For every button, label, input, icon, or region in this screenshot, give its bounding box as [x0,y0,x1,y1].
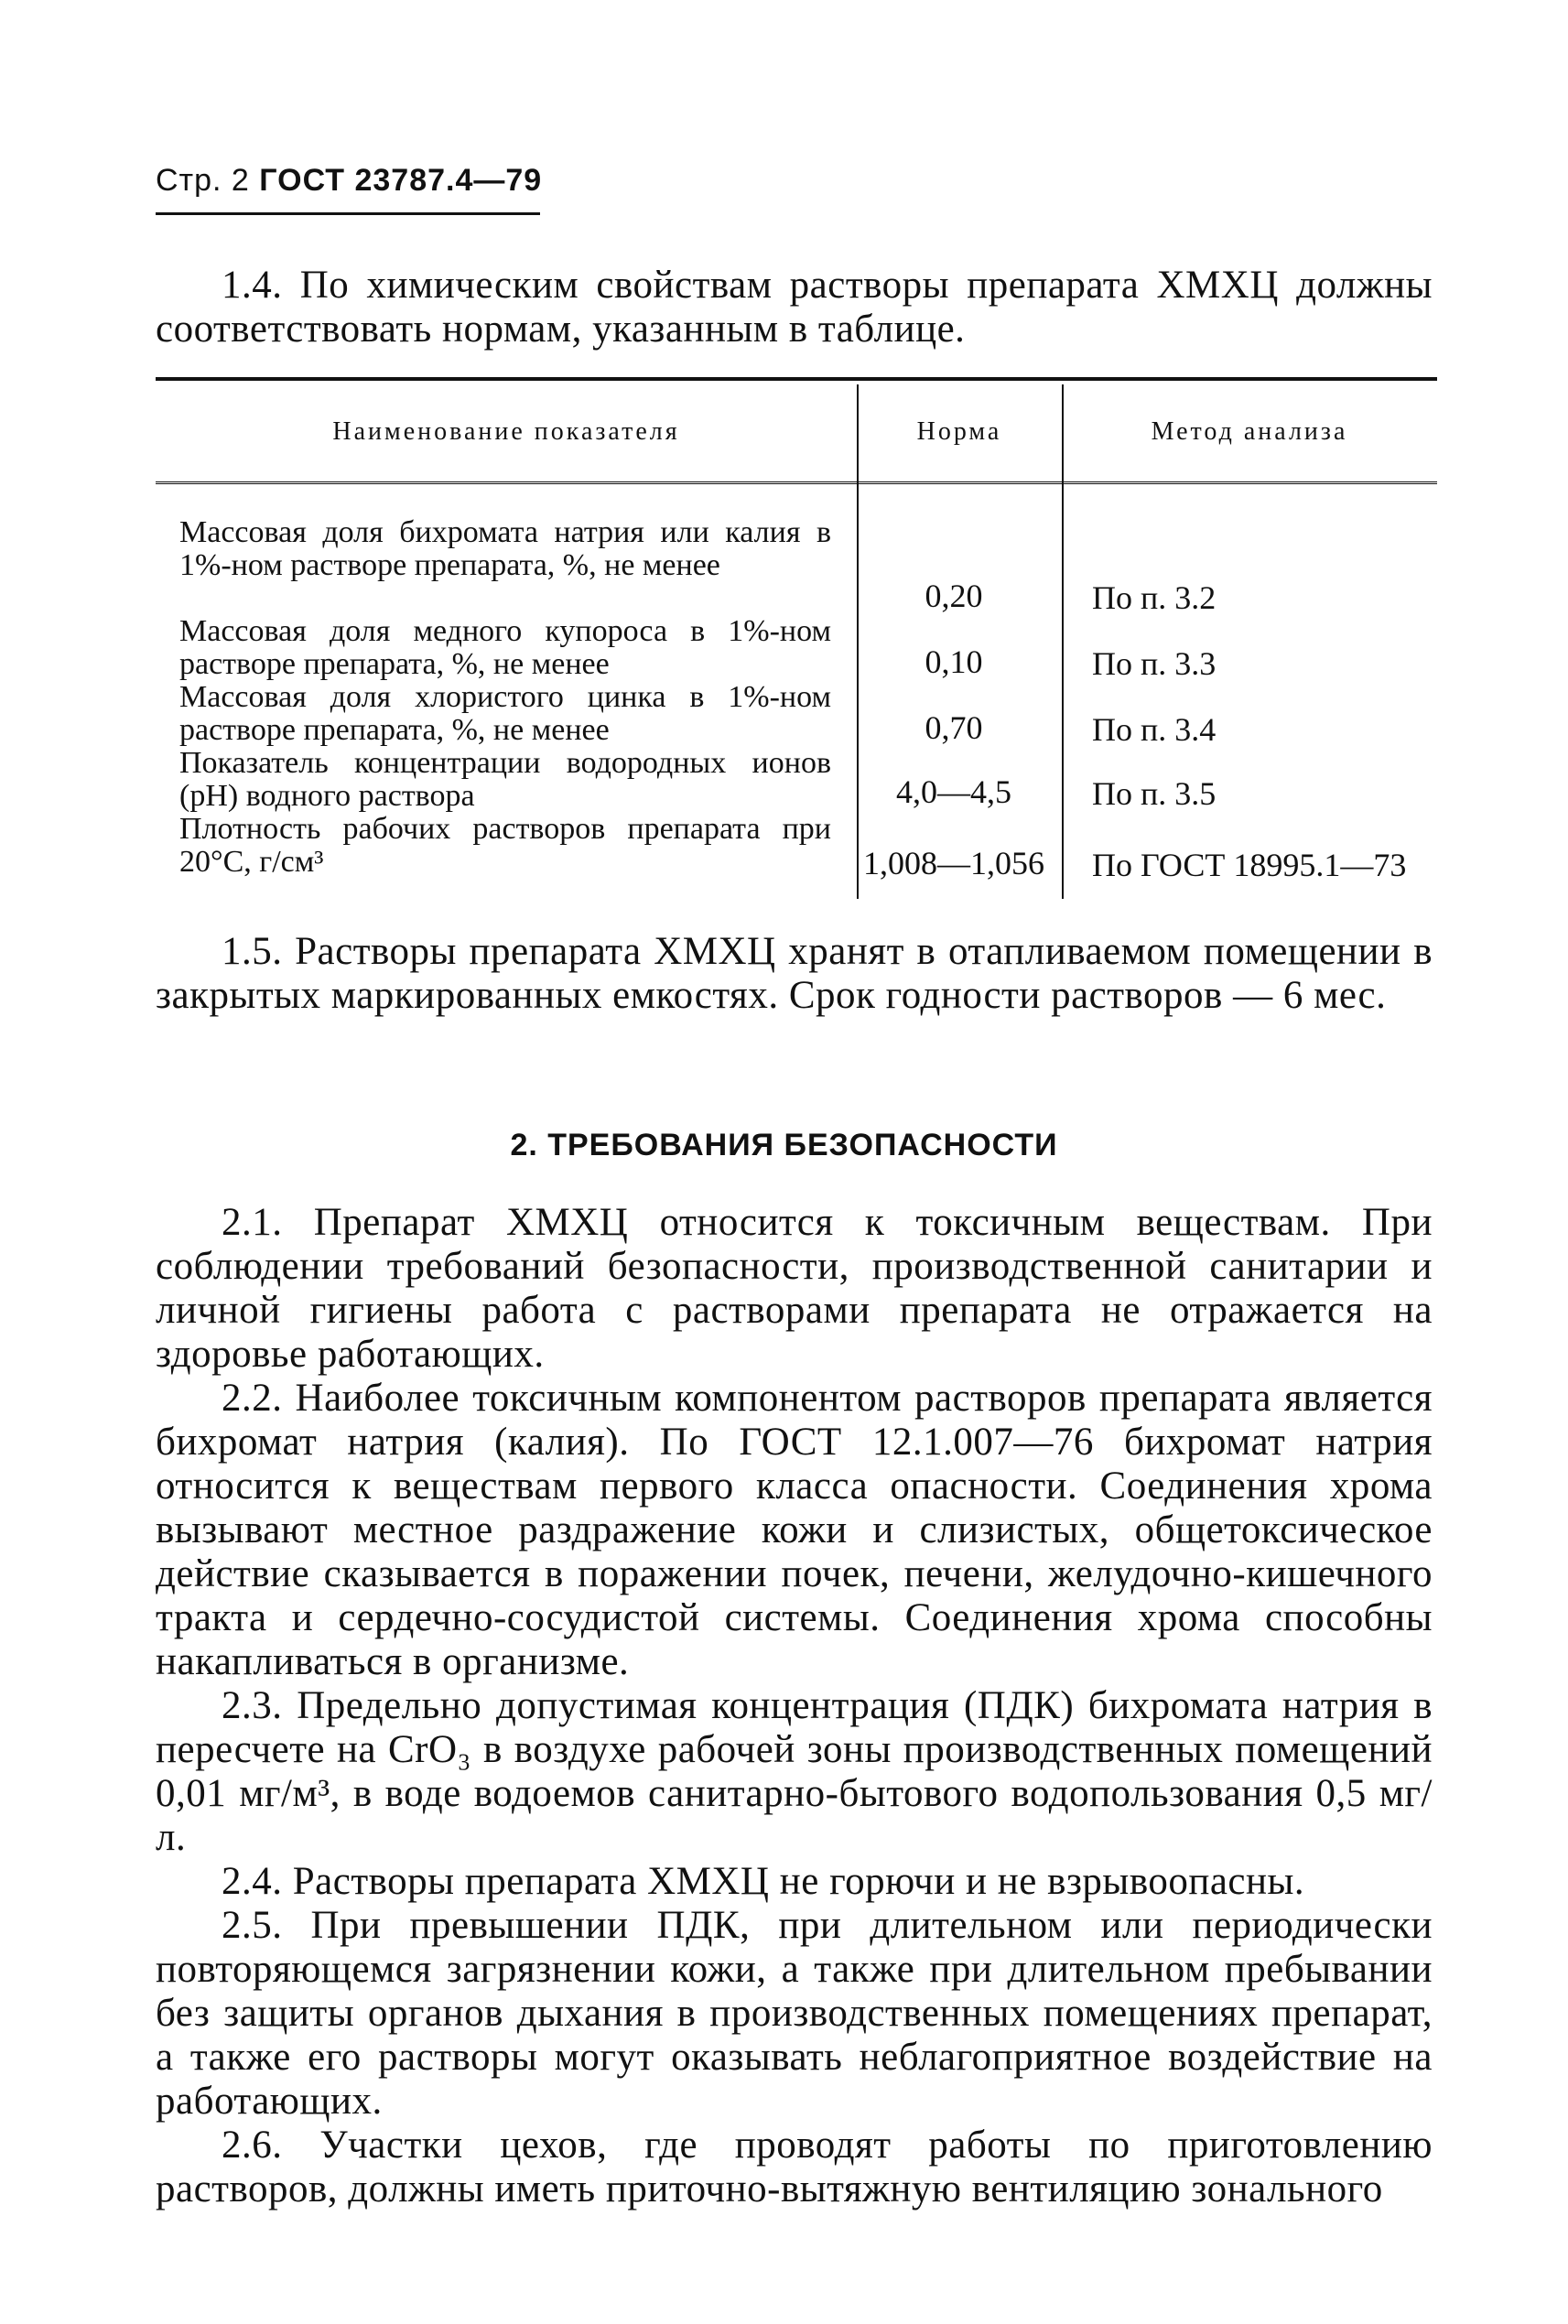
column-header-method: Метод анализа [1151,417,1348,446]
header-rule [156,212,540,215]
table-row-name: Показатель концентрации водородных ионов (рН) водного раствора [179,746,831,813]
column-header-name: Наименование показателя [332,417,680,446]
column-header-norm: Норма [916,417,1002,446]
table-row-name: Массовая доля медного купороса в 1%-ном растворе препарата, %, не менее [179,614,831,681]
table-row-norm: 1,008—1,056 [863,845,1044,881]
table-row-norm: 0,10 [925,643,983,680]
paragraph-2-4: 2.4. Растворы препарата ХМХЦ не горючи и не взрывоопасны. [222,1860,1305,1903]
paragraph-1-4: 1.4. По химическим свойствам растворы препарата ХМХЦ должны соответствовать нормам, указанным в таблице. [156,264,1433,351]
table-row-method: По п. 3.2 [1092,579,1217,616]
standard-number: ГОСТ 23787.4—79 [259,163,543,198]
table-header-rule [156,481,1437,484]
table-row-method: По п. 3.3 [1092,645,1217,682]
page-number: Стр. 2 [156,163,250,198]
table-row-name: Массовая доля бихромата натрия или калия в 1%-ном растворе препарата, %, не менее [179,515,831,582]
paragraph-2-1: 2.1. Препарат ХМХЦ относится к токсичным веществам. При соблюдении требований безопасности, производственной санитарии и личной гигиены работа с растворами препарата не отражается на здоровье работающих. [156,1201,1433,1376]
table-row-method: По п. 3.5 [1092,775,1217,812]
paragraph-2-2: 2.2. Наиболее токсичным компонентом растворов препарата является бихромат натрия (калия). По ГОСТ 12.1.007—76 бихромат натрия относится к веществам первого класса опасности. Соединения хрома вызывают местное раздражение кожи и слизистых, общетоксическое действие сказывается в поражении почек, печени, желудочно-кишечного тракта и сердечно-сосудистой системы. Соединения хрома способны накапливаться в организме. [156,1377,1433,1683]
table-row-norm: 0,70 [925,709,983,746]
paragraph-1-5: 1.5. Растворы препарата ХМХЦ хранят в отапливаемом помещении в закрытых маркированных емкостях. Срок годности растворов — 6 мес. [156,930,1433,1017]
paragraph-2-5: 2.5. При превышении ПДК, при длительном или периодически повторяющемся загрязнении кожи, а также при длительном пребывании без защиты органов дыхания в производственных помещениях препарат, а также его растворы могут оказывать неблагоприятное воздействие на работающих. [156,1904,1433,2123]
page-header [156,163,542,199]
table-row-norm: 4,0—4,5 [896,773,1011,810]
table-row-name: Массовая доля хлористого цинка в 1%-ном растворе препарата, %, не менее [179,680,831,747]
table-row-norm: 0,20 [925,578,983,614]
table-top-rule [156,377,1437,381]
section-2-title: 2. ТРЕБОВАНИЯ БЕЗОПАСНОСТИ [510,1128,1058,1162]
table-row-method: По ГОСТ 18995.1—73 [1092,847,1407,883]
table-column-divider [857,384,859,899]
table-row-name: Плотность рабочих растворов препарата при 20°С, г/см³ [179,812,831,879]
table-column-divider [1062,384,1064,899]
paragraph-2-3: 2.3. Предельно допустимая концентрация (ПДК) бихромата натрия в пересчете на CrO₃ в воздухе рабочей зоны производственных помещений 0,01 мг/м³, в воде водоемов санитарно-бытового водопользования 0,5 мг/л. [156,1684,1433,1859]
table-row-method: По п. 3.4 [1092,711,1217,748]
properties-table [156,377,1437,906]
paragraph-2-6: 2.6. Участки цехов, где проводят работы по приготовлению растворов, должны иметь приточно-вытяжную вентиляцию зонального [156,2124,1433,2211]
